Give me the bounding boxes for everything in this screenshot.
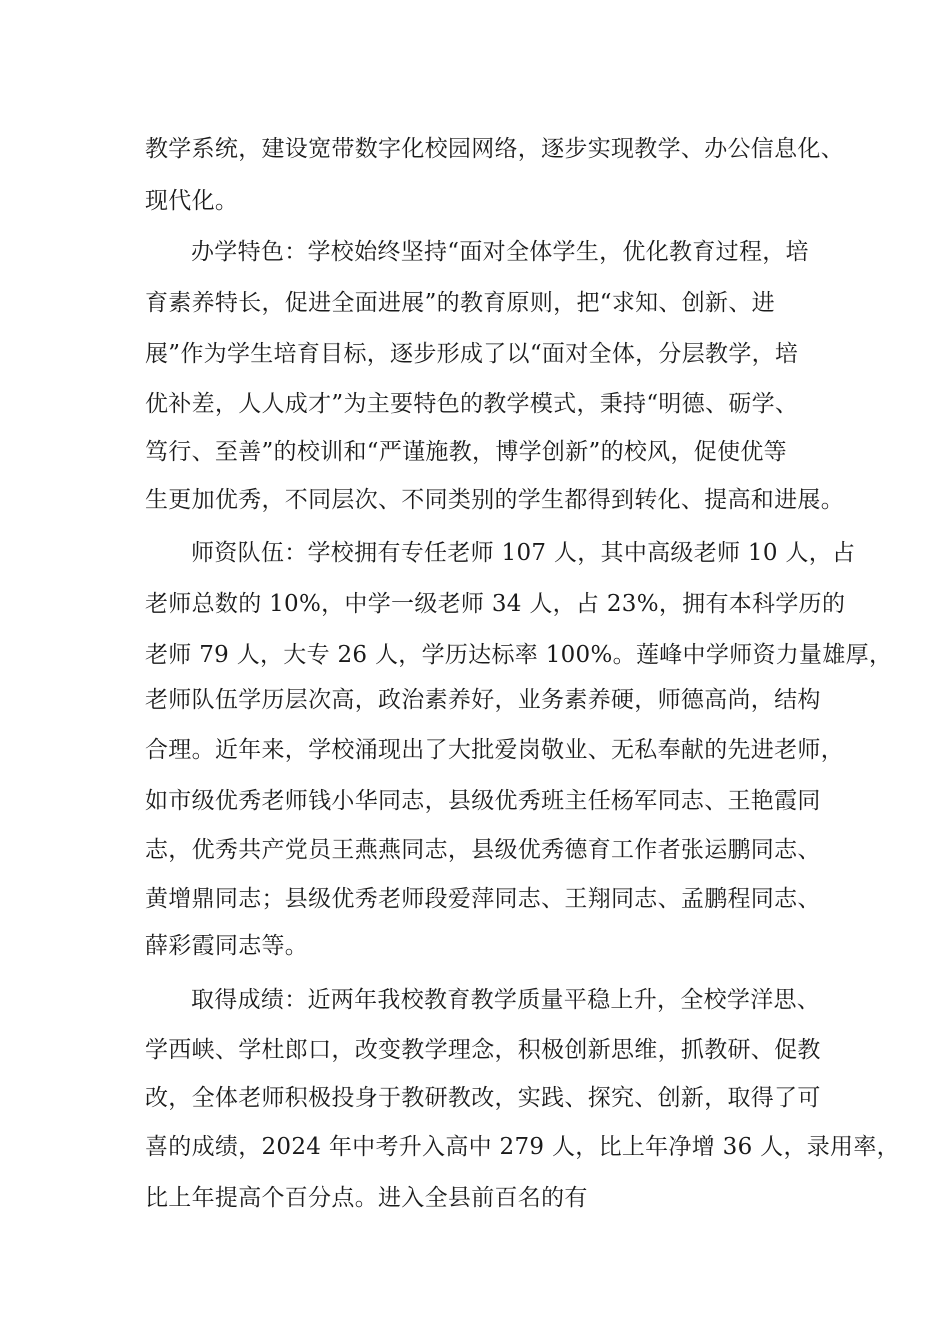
text-line: 现代化。 <box>145 188 239 214</box>
text-line: 比上年提高个百分点。进入全县前百名的有 <box>145 1185 588 1211</box>
paragraph-heading-line: 办学特色：学校始终坚持“面对全体学生，优化教育过程，培 <box>191 239 809 265</box>
text-line: 学西峡、学杜郎口，改变教学理念，积极创新思维，抓教研、促教 <box>145 1037 821 1063</box>
text-line: 改，全体老师积极投身于教研教改，实践、探究、创新，取得了可 <box>145 1085 821 1111</box>
text-line: 老师队伍学历层次高，政治素养好，业务素养硬，师德高尚，结构 <box>145 687 821 713</box>
text-line: 优补差，人人成才”为主要特色的教学模式，秉持“明德、砺学、 <box>145 391 799 417</box>
text-line: 薛彩霞同志等。 <box>145 933 309 959</box>
text-line: 老师总数的 10%，中学一级老师 34 人，占 23%，拥有本科学历的 <box>145 591 846 617</box>
text-line: 如市级优秀老师钱小华同志，县级优秀班主任杨军同志、王艳霞同 <box>145 788 821 814</box>
text-line: 生更加优秀，不同层次、不同类别的学生都得到转化、提高和进展。 <box>145 487 844 513</box>
text-line: 合理。近年来，学校涌现出了大批爱岗敬业、无私奉献的先进老师， <box>145 737 844 763</box>
text-line: 志，优秀共产党员王燕燕同志，县级优秀德育工作者张运鹏同志、 <box>145 837 821 863</box>
text-line: 展”作为学生培育目标，逐步形成了以“面对全体，分层教学，培 <box>145 341 799 367</box>
paragraph-heading-line: 师资队伍：学校拥有专任老师 107 人，其中高级老师 10 人，占 <box>191 540 856 566</box>
paragraph-heading-line: 取得成绩：近两年我校教育教学质量平稳上升，全校学洋思、 <box>191 987 821 1013</box>
text-line: 育素养特长，促进全面进展”的教育原则，把“求知、创新、进 <box>145 290 775 316</box>
text-line: 笃行、至善”的校训和“严谨施教，博学创新”的校风，促使优等 <box>145 439 787 465</box>
text-line: 喜的成绩，2024 年中考升入高中 279 人，比上年净增 36 人，录用率， <box>145 1134 900 1160</box>
text-line: 黄增鼎同志；县级优秀老师段爱萍同志、王翔同志、孟鹏程同志、 <box>145 886 821 912</box>
text-line: 教学系统，建设宽带数字化校园网络，逐步实现教学、办公信息化、 <box>145 136 844 162</box>
text-line: 老师 79 人，大专 26 人，学历达标率 100%。莲峰中学师资力量雄厚， <box>145 642 893 668</box>
